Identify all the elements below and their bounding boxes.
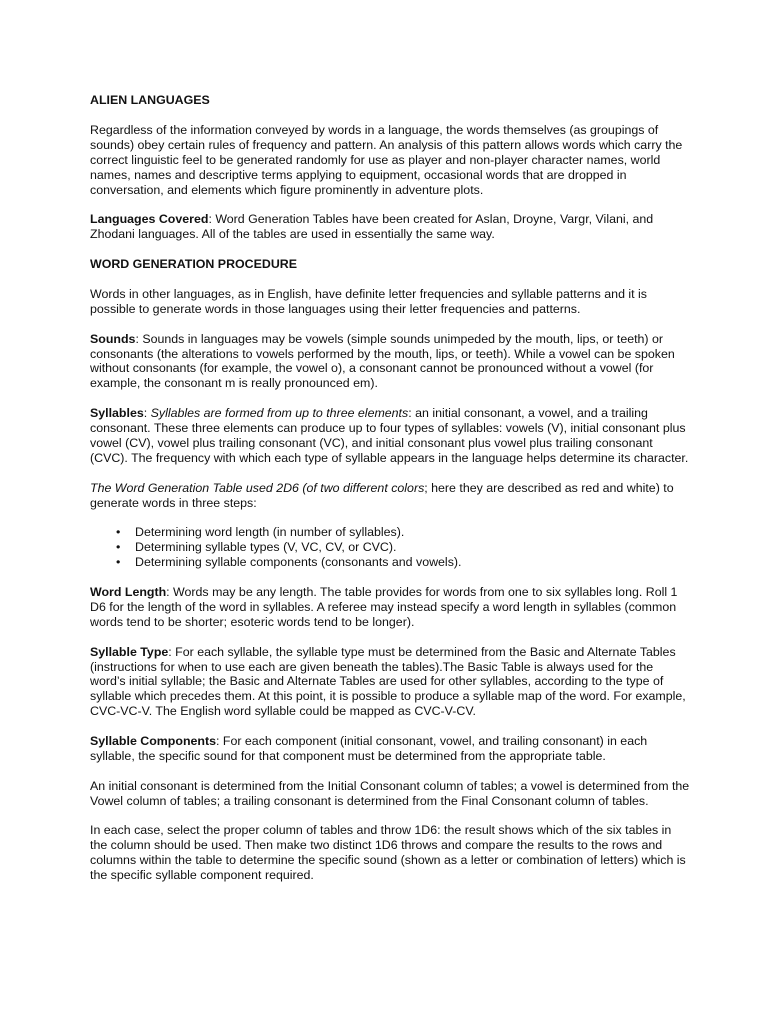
syllable-type-term: Syllable Type [90, 644, 169, 659]
page-title: ALIEN LANGUAGES [90, 93, 210, 107]
document-page [90, 93, 690, 898]
list-item: • Determining syllable types (V, VC, CV, or CVC). [90, 540, 690, 555]
procedure-intro-paragraph: Words in other languages, as in English, have definite letter frequencies and syllable patterns and it is possible to generate words in those languages using their letter frequencies and patterns. [90, 286, 647, 316]
initial-consonant-paragraph: An initial consonant is determined from the Initial Consonant column of tables; a vowel is determined from the Vowel column of tables; a trailing consonant is determined from the Final Consonant column of tables. [90, 778, 690, 808]
list-item: • Determining syllable components (consonants and vowels). [90, 555, 690, 570]
syllable-components-text: : For each component (initial consonant, vowel, and trailing consonant) in each syllable, the specific sound for that component must be determined from the appropriate table. [90, 734, 648, 763]
table-note-text: ; here they are described as red and white) to generate words in three steps: [90, 480, 674, 510]
sounds-term: Sounds [90, 331, 136, 346]
syllable-components-paragraph [90, 734, 690, 764]
table-note-paragraph [90, 481, 690, 511]
sounds-text: : Sounds in languages may be vowels (simple sounds unimpeded by the mouth, lips, or teeth) or consonants (the alterations to vowels performed by the mouth, lips, or teeth). While a vowel can be spoken without consonants (for example, the vowel o), a consonant cannot be pronounced without a vowel (for example, the consonant m is really pronounced em). [90, 331, 675, 391]
table-note-italic: The Word Generation Table used 2D6 (of two different colors [90, 480, 425, 495]
each-case-paragraph: In each case, select the proper column of tables and throw 1D6: the result shows which of the six tables in the column should be used. Then make two distinct 1D6 throws and compare the results to the rows and columns within the table to determine the specific sound (shown as a letter or combination of letters) which is the specific syllable component required. [90, 823, 686, 883]
list-item: • Determining word length (in number of syllables). [90, 525, 690, 540]
syllables-term: Syllables [90, 406, 144, 421]
languages-covered-paragraph [90, 212, 690, 242]
syllable-components-term: Syllable Components [90, 734, 216, 749]
languages-covered-text: : Word Generation Tables have been created for Aslan, Droyne, Vargr, Vilani, and Zhodani languages. All of the tables are used in essentially the same way. [90, 212, 654, 242]
syllable-type-text: : For each syllable, the syllable type must be determined from the Basic and Alternate Tables (instructions for when to use each are given beneath the tables).The Basic Table is always used for the word’s initial syllable; the Basic and Alternate Tables are used for other syllables, according to the type of syllable which precedes them. At this point, it is possible to produce a syllable map of the word. For example, CVC-VC-V. The English word syllable could be mapped as CVC-V-CV. [90, 644, 686, 719]
sounds-paragraph [90, 332, 690, 392]
syllables-italic: Syllables are formed from up to three elements [150, 406, 409, 421]
word-length-paragraph [90, 585, 690, 630]
syllables-text: : an initial consonant, a vowel, and a trailing consonant. These three elements can produce up to four types of syllables: vowels (V), initial consonant plus vowel (CV), vowel plus trailing consonant (VC), and initial consonant plus vowel plus trailing consonant (CVC). The frequency with which each type of syllable appears in the language helps determine its character. [90, 406, 689, 465]
word-length-text: : Words may be any length. The table provides for words from one to six syllables long. Roll 1 D6 for the length of the word in syllables. A referee may instead specify a word length in syllables (common words tend to be shorter; esoteric words tend to be longer). [90, 584, 678, 629]
procedure-heading: WORD GENERATION PROCEDURE [90, 257, 297, 272]
languages-covered-term: Languages Covered [90, 212, 209, 227]
word-length-term: Word Length [90, 584, 167, 599]
syllables-paragraph [90, 406, 690, 466]
intro-paragraph: Regardless of the information conveyed by words in a language, the words themselves (as groupings of sounds) obey certain rules of frequency and pattern. An analysis of this pattern allows words which carry the correct linguistic feel to be generated randomly for use as player and non-player character names, world names, names and descriptive terms applying to equipment, occasional words that are dropped in conversation, and elements which figure prominently in adventure plots. [90, 122, 683, 197]
steps-list [90, 525, 690, 570]
syllables-colon: : [143, 406, 151, 421]
syllable-type-paragraph [90, 645, 690, 720]
